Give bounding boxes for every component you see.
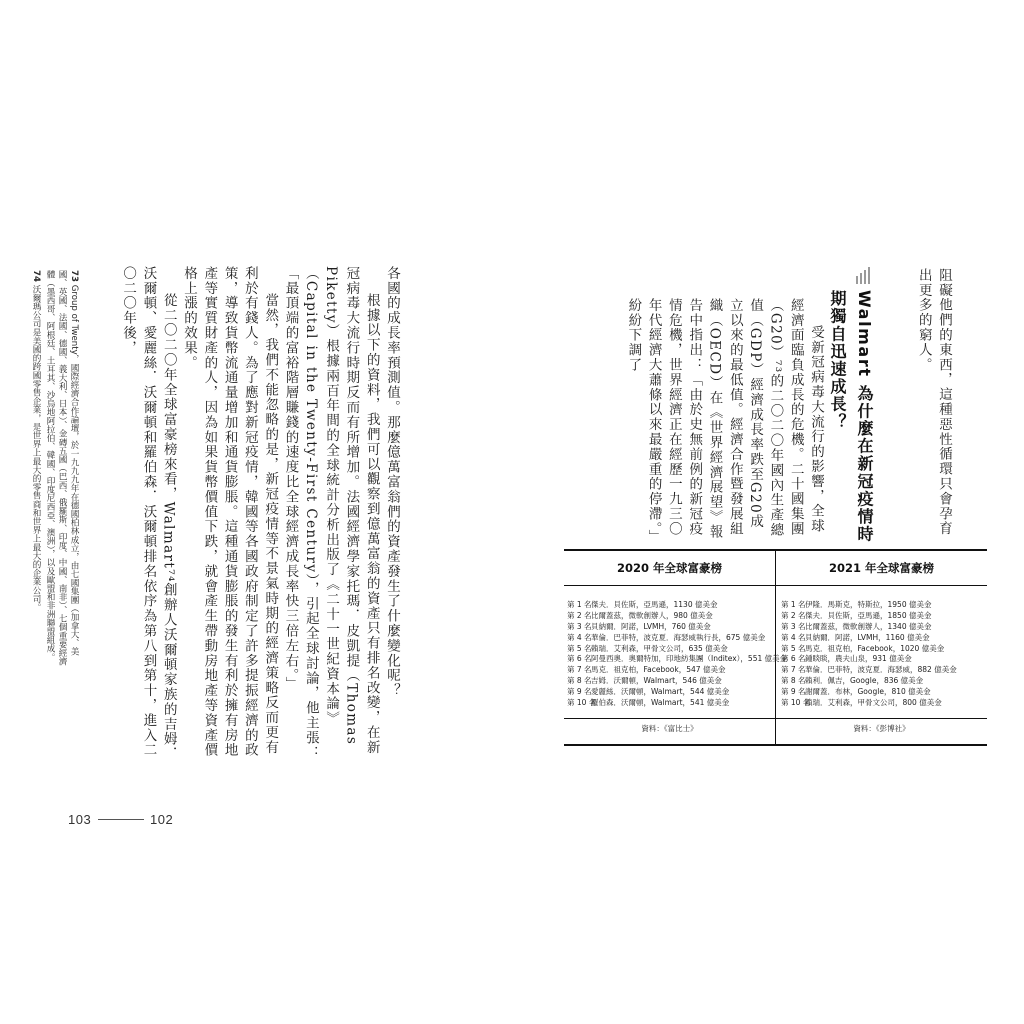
- rank: 第 5 名: [781, 643, 806, 653]
- table-row: [564, 676, 775, 687]
- heading-bars-icon: [854, 268, 872, 286]
- rank: 第 3 名: [781, 621, 806, 631]
- rank-list: [776, 600, 987, 709]
- rank: 第 10 名: [781, 698, 811, 708]
- table-row: [776, 622, 987, 633]
- table-row: [776, 654, 987, 665]
- rank-list: [564, 600, 788, 709]
- rank: 第 1 名: [567, 600, 592, 609]
- table-row: [564, 698, 775, 709]
- rank: 第 4 名: [781, 632, 806, 642]
- entry: 馬克．祖克柏，Facebook，1020 億美金: [805, 643, 945, 653]
- column-title: 2020 年全球富豪榜: [564, 551, 775, 586]
- page-number-divider: [98, 819, 144, 820]
- entry: 伊隆．馬斯克，特斯拉，1950 億美金: [805, 600, 932, 609]
- paragraph: 當然，我們不能忽略的是，新冠疫情等不景氣時期的經濟策略反而更有利於有錢人。為了應對新冠疫情，韓國等各國政府制定了許多提振經濟的政策，導致貨幣流通量增加和通貨膨脹。這種通貨膨脹的發生有利於擁有房地產等實質財產的人，因為如果貨幣價值下跌，就會產生帶動房地產等資產價格上漲的效果。: [181, 266, 279, 758]
- rank: 第 9 名: [567, 687, 592, 697]
- footnote-74: [30, 270, 42, 670]
- entry: 愛麗絲．沃爾頓，Walmart，544 億美金: [591, 687, 730, 697]
- entry: 比爾蓋茲，微軟創辦人，980 億美金: [591, 610, 713, 620]
- page-number: 103: [68, 812, 92, 827]
- entry: 賴瑞．艾利森，甲骨文公司，800 億美金: [805, 698, 942, 708]
- entry: 傑夫．貝佐斯，亞馬遜，1130 億美金: [591, 600, 718, 609]
- entry: 貝納爾．阿諾，LVMH，760 億美金: [591, 621, 711, 631]
- entry: 吉姆．沃爾頓，Walmart，546 億美金: [591, 676, 722, 686]
- paragraph: 各國的成長率預測值。那麼億萬富翁們的資產發生了什麼變化呢？: [384, 266, 400, 699]
- footnote-73: [44, 270, 80, 670]
- rank: 第 7 名: [567, 665, 592, 675]
- rank: 第 4 名: [567, 632, 592, 642]
- entry: 馬克．祖克柏，Facebook，547 億美金: [591, 665, 726, 675]
- rank: 第 3 名: [567, 621, 592, 631]
- table-row: [564, 644, 775, 655]
- left-page-body: [118, 266, 402, 766]
- right-page-body: [913, 268, 954, 538]
- source-note: 資料：《彭博社》: [853, 724, 910, 733]
- entry: 賴瑞．艾利森，甲骨文公司，635 億美金: [591, 643, 728, 653]
- rank: 第 7 名: [781, 665, 806, 675]
- section-heading: Walmart 為什麼在新冠疫情時期獨自迅速成長？: [828, 290, 874, 544]
- table-row: [564, 622, 775, 633]
- rank: 第 1 名: [781, 600, 806, 609]
- page-number: 102: [150, 812, 174, 827]
- table-row: [776, 676, 987, 687]
- entry: 比爾蓋茲，微軟創辦人，1340 億美金: [805, 621, 932, 631]
- footnote-text: 沃爾瑪公司是美國的跨國零售企業，是世界上最大的零售商和世界上最大的企業公司。: [31, 284, 41, 612]
- column-title: 2021 年全球富豪榜: [776, 551, 987, 586]
- rank: 第 8 名: [781, 676, 806, 686]
- table-row: [564, 600, 775, 611]
- table-row: [564, 687, 775, 698]
- table-row: [776, 687, 987, 698]
- right-page-paragraph: [623, 298, 826, 540]
- entry: 鍾睒睒，農夫山泉，931 億美金: [805, 654, 912, 664]
- table-row: [776, 600, 987, 611]
- table-row: [776, 633, 987, 644]
- rank: 第 5 名: [567, 643, 592, 653]
- rank: 第 2 名: [567, 610, 592, 620]
- entry: 賴利．佩吉，Google，836 億美金: [805, 676, 924, 686]
- entry: 華倫．巴菲特，波克夏．海瑟威，882 億美金: [805, 665, 957, 675]
- table-row: [776, 665, 987, 676]
- entry: 阿曼西奧．奧爾特加，印地紡集團（Inditex），551 億美金: [591, 654, 788, 664]
- paragraph: 根據以下的資料，我們可以觀察到億萬富翁的資產只有排名改變，在新冠病毒大流行時期反而有所增加。法國經濟學家托瑪．皮凱提（Thomas Piketty）根據兩百年間的全球統計分析出版了《二十一世紀資本論》（Capital in the Twenty-First Century），引起全球討論，他主張：「最頂端的富裕階層賺錢的速度比全球經濟成長率快三倍左右。」: [282, 266, 380, 761]
- footnotes: [28, 270, 80, 670]
- source-note: 資料：《富比士》: [641, 724, 698, 733]
- table-row: [564, 633, 775, 644]
- entry: 羅伯森．沃爾頓，Walmart，541 億美金: [591, 698, 730, 708]
- paragraph: 受新冠病毒大流行的影響，全球經濟面臨負成長的危機。二十國集團（G20）⁷³的二〇二〇年國內生產總值（GDP）經濟成長率跌至G20成立以來的最低值。經濟合作暨發展組織（OECD）在《世界經濟展望》報告中指出：「由於史無前例的新冠疫情危機，世界經濟正在經歷一九三〇年代經濟大蕭條以來最嚴重的停滯。」紛紛下調了: [625, 298, 824, 540]
- rank: 第 10 名: [567, 698, 597, 708]
- entry: 謝爾蓋．布林，Google，810 億美金: [805, 687, 931, 697]
- table-row: [564, 654, 788, 665]
- footnote-text: Group of Twenty，國際經濟合作論壇，於一九九九年在德國柏林成立，由七國集團（加拿大、美國、英國、法國、德國、義大利、日本）、金磚五國（巴西、俄羅斯、印度、中國、南非）、七個重要經濟體（墨西哥、阿根廷、土耳其、沙烏地阿拉伯、韓國、印度尼西亞、澳洲），以及歐盟和非洲聯盟組成。: [45, 270, 79, 666]
- footnote-number: 74: [31, 270, 41, 282]
- entry: 華倫．巴菲特，波克夏．海瑟威執行長，675 億美金: [591, 632, 766, 642]
- rank: 第 8 名: [567, 676, 592, 686]
- table-row: [564, 611, 775, 622]
- rank: 第 6 名: [781, 654, 806, 664]
- rank: 第 2 名: [781, 610, 806, 620]
- footnote-number: 73: [69, 270, 79, 282]
- table-row: [564, 665, 775, 676]
- table-row: [776, 611, 987, 622]
- paragraph: 從二〇二〇年全球富豪榜來看，Walmart⁷⁴創辦人沃爾頓家族的吉姆．沃爾頓、愛麗絲．沃爾頓和羅伯森．沃爾頓排名依序為第八到第十，進入二〇二〇年後，: [120, 266, 177, 762]
- entry: 貝納爾．阿諾，LVMH，1160 億美金: [805, 632, 930, 642]
- rich-list-2020: [564, 551, 788, 744]
- intro-paragraph: 阻礙他們的東西，這種惡性循環只會孕育出更多的窮人。: [915, 268, 952, 537]
- source-divider: [776, 718, 987, 719]
- rank: 第 6 名: [567, 654, 592, 664]
- rank: 第 9 名: [781, 687, 806, 697]
- entry: 傑夫．貝佐斯，亞馬遜，1850 億美金: [805, 610, 932, 620]
- table-row: [776, 644, 987, 655]
- table-row: [776, 698, 987, 709]
- rich-list-table: [564, 549, 987, 746]
- rich-list-2021: [776, 551, 987, 744]
- source-divider: [564, 718, 775, 719]
